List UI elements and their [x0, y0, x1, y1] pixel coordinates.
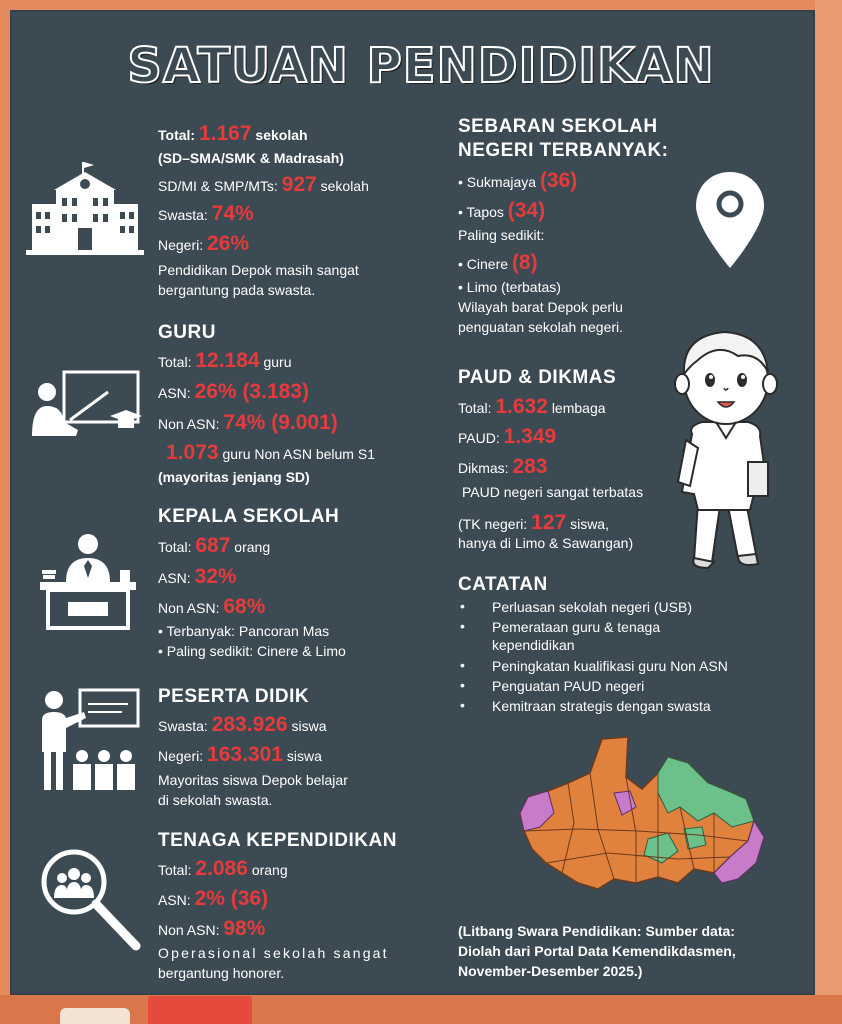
guru-s1-note: (mayoritas jenjang SD) [158, 469, 310, 485]
sekolah-swasta-line: Swasta: 74% [158, 202, 254, 225]
tenaga-heading: TENAGA KEPENDIDIKAN [158, 830, 397, 851]
kepala-heading: KEPALA SEKOLAH [158, 506, 340, 527]
guru-nonasn-line: Non ASN: 74% (9.001) [158, 411, 338, 434]
peserta-negeri-line: Negeri: 163.301 siswa [158, 743, 322, 766]
sekolah-note-1: Pendidikan Depok masih sangat [158, 262, 359, 278]
catatan-item-4: Penguatan PAUD negeri [492, 678, 645, 694]
sebaran-least-label: Paling sedikit: [458, 227, 545, 243]
peserta-swasta-line: Swasta: 283.926 siswa [158, 713, 327, 736]
catatan-item-5: Kemitraan strategis dengan swasta [492, 698, 711, 714]
magnifier-people-icon [40, 848, 142, 952]
tenaga-note-1: Operasional sekolah sangat [158, 945, 389, 961]
kepala-most: • Terbanyak: Pancoran Mas [158, 623, 330, 639]
catatan-heading: CATATAN [458, 574, 548, 595]
paud-tk-note: hanya di Limo & Sawangan) [458, 535, 634, 551]
source-line-3: November-Desember 2025.) [458, 963, 643, 979]
classroom-students-icon [36, 686, 142, 794]
page-title: SATUAN PENDIDIKAN [127, 38, 715, 94]
sebaran-item-3: • Cinere (8) [458, 251, 538, 274]
sekolah-sdmi-line: SD/MI & SMP/MTs: 927 sekolah [158, 173, 369, 196]
sebaran-note-1: Wilayah barat Depok perlu [458, 299, 623, 315]
catatan-item-1: Perluasan sekolah negeri (USB) [492, 599, 692, 615]
sekolah-total-line: Total: 1.167 sekolah [158, 122, 308, 145]
paud-paud-line: PAUD: 1.349 [458, 425, 557, 448]
kepala-total-line: Total: 687 orang [158, 534, 271, 557]
guru-total-line: Total: 12.184 guru [158, 349, 292, 372]
sebaran-item-2: • Tapos (34) [458, 199, 546, 222]
catatan-bullet: • [460, 618, 465, 634]
sebaran-heading-1: SEBARAN SEKOLAH [458, 116, 658, 137]
kepala-asn-line: ASN: 32% [158, 565, 237, 588]
depok-district-map [518, 733, 770, 899]
sekolah-note-2: bergantung pada swasta. [158, 282, 316, 298]
guru-asn-line: ASN: 26% (3.183) [158, 380, 309, 403]
sekolah-negeri-line: Negeri: 26% [158, 232, 250, 255]
catatan-bullet: • [460, 598, 465, 614]
tenaga-note-2: bergantung honorer. [158, 965, 285, 981]
peserta-note-2: di sekolah swasta. [158, 792, 273, 808]
principal-desk-icon [38, 532, 138, 630]
school-building-icon [26, 160, 144, 256]
paud-total-line: Total: 1.632 lembaga [458, 395, 606, 418]
location-pin-icon [694, 170, 766, 270]
paud-tk-line: (TK negeri: 127 siswa, [458, 511, 609, 534]
sebaran-item-1: • Sukmajaya (36) [458, 169, 578, 192]
catatan-bullet: • [460, 697, 465, 713]
catatan-item-2b: kependidikan [492, 637, 575, 653]
tenaga-total-line: Total: 2.086 orang [158, 857, 288, 880]
guru-s1-line: 1.073 guru Non ASN belum S1 [166, 441, 375, 464]
sebaran-note-2: penguatan sekolah negeri. [458, 319, 624, 335]
catatan-bullet: • [460, 677, 465, 693]
paud-heading: PAUD & DIKMAS [458, 367, 617, 388]
teacher-whiteboard-icon [30, 370, 142, 438]
sebaran-heading-2: NEGERI TERBANYAK: [458, 140, 669, 161]
paud-dikmas-line: Dikmas: 283 [458, 455, 548, 478]
tenaga-nonasn-line: Non ASN: 98% [158, 917, 266, 940]
eraser [148, 996, 252, 1024]
catatan-item-2: Pemerataan guru & tenaga [492, 619, 661, 635]
peserta-note-1: Mayoritas siswa Depok belajar [158, 772, 348, 788]
source-line-2: Diolah dari Portal Data Kemendikdasmen, [458, 943, 736, 959]
kepala-least: • Paling sedikit: Cinere & Limo [158, 643, 346, 659]
source-line-1: (Litbang Swara Pendidikan: Sumber data: [458, 923, 735, 939]
kepala-nonasn-line: Non ASN: 68% [158, 595, 266, 618]
tenaga-asn-line: ASN: 2% (36) [158, 887, 269, 910]
student-boy-illustration [668, 322, 782, 572]
chalk-piece [60, 1008, 130, 1024]
peserta-heading: PESERTA DIDIK [158, 686, 310, 707]
guru-heading: GURU [158, 322, 216, 343]
sekolah-scope: (SD–SMA/SMK & Madrasah) [158, 150, 344, 166]
frame-edge [815, 0, 842, 1024]
paud-note: PAUD negeri sangat terbatas [462, 484, 644, 500]
catatan-item-3: Peningkatan kualifikasi guru Non ASN [492, 658, 728, 674]
catatan-bullet: • [460, 657, 465, 673]
sebaran-item-4: • Limo (terbatas) [458, 279, 561, 295]
